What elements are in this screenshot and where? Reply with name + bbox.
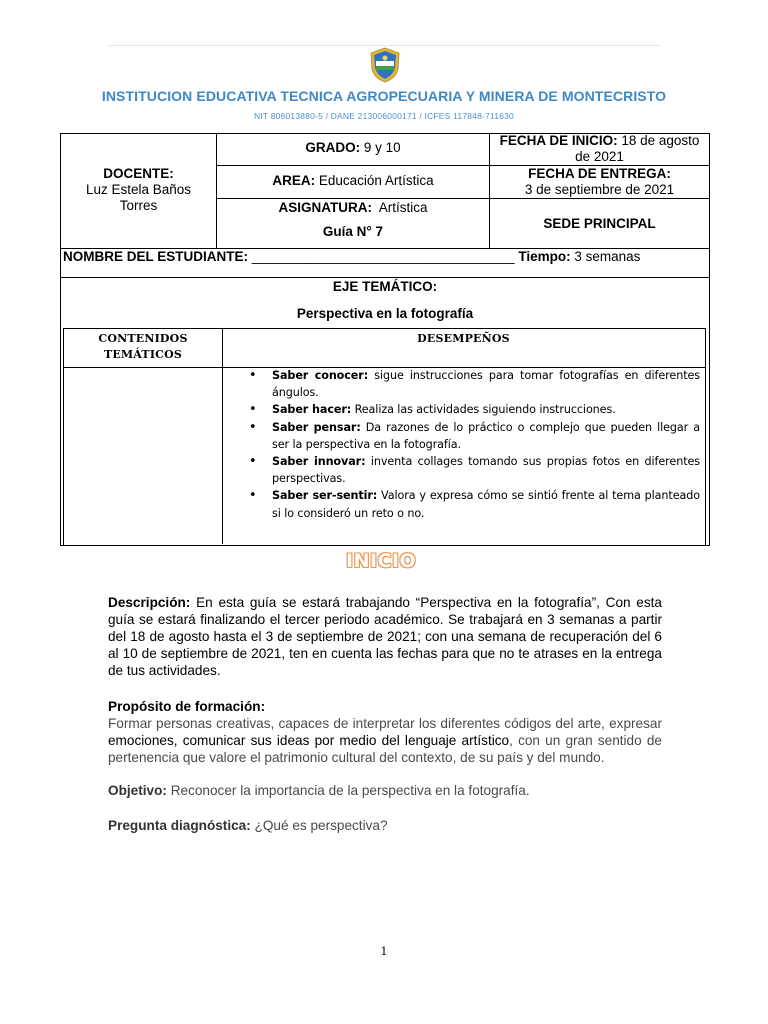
desempeno-item — [245, 367, 700, 401]
fecha-entrega-cell — [490, 166, 709, 198]
asignatura-label: ASIGNATURA: — [278, 200, 372, 215]
eje-tematico-value: Perspectiva en la fotografía — [296, 306, 474, 321]
contenidos-header: CONTENIDOS TEMÁTICOS — [98, 332, 188, 361]
desempeno-label: Saber ser-sentir: — [272, 489, 378, 503]
school-crest-icon — [368, 47, 402, 83]
nombre-label: NOMBRE DEL ESTUDIANTE: — [63, 249, 249, 264]
grado-value: 9 y 10 — [360, 140, 401, 155]
institution-name: INSTITUCION EDUCATIVA TECNICA AGROPECUARIA Y MINERA DE MONTECRISTO — [101, 88, 667, 104]
descripcion-text: En esta guía se estará trabajando “Perspectiva en la fotografía”, Con esta guía se estará finalizando el tercer periodo académico. Se trabajará en 3 semanas a partir del 18 de agosto hasta el 3 de septiembre de 2021; con una semana de recuperación del 6 al 10 de septiembre de 2021, ten en cuenta las fechas para que no te atrases en la entrega de tus actividades. — [108, 595, 662, 678]
desempeno-text: inventa collages tomando sus propias fotos en diferentes perspectivas. — [272, 455, 700, 486]
pregunta-paragraph — [108, 817, 662, 834]
tiempo-label: Tiempo: — [518, 249, 571, 264]
descripcion-paragraph — [108, 594, 662, 679]
desempenos-list — [245, 367, 700, 522]
objetivo-paragraph — [108, 782, 662, 799]
desempenos-header: DESEMPEÑOS — [417, 332, 510, 345]
desempeno-item — [245, 419, 700, 453]
grado-label: GRADO: — [305, 140, 361, 155]
pregunta-text: ¿Qué es perspectiva? — [250, 818, 388, 833]
eje-tematico-label: EJE TEMÁTICO: — [332, 279, 438, 294]
nombre-row — [63, 249, 708, 265]
sede-label: SEDE PRINCIPAL — [543, 216, 656, 231]
pregunta-label: Pregunta diagnóstica: — [108, 818, 251, 833]
desempeno-item — [245, 487, 700, 521]
desempeno-item — [245, 401, 700, 418]
area-cell — [217, 173, 489, 189]
descripcion-label: Descripción: — [108, 595, 191, 610]
docente-name-line2: Torres — [119, 198, 158, 213]
objetivo-label: Objetivo: — [108, 783, 167, 798]
desempeno-label: Saber conocer: — [272, 369, 369, 382]
grado-cell — [217, 140, 489, 156]
fecha-entrega-label: FECHA DE ENTREGA: — [528, 166, 671, 181]
fecha-inicio-year: de 2021 — [575, 149, 624, 164]
area-label: AREA: — [272, 173, 316, 188]
page-number: 1 — [380, 945, 388, 958]
docente-name-line1: Luz Estela Baños — [85, 182, 192, 197]
fecha-inicio-value: 18 de agosto — [617, 133, 700, 148]
docente-cell — [61, 166, 216, 214]
desempeno-label: Saber innovar: — [272, 455, 366, 469]
fecha-inicio-cell — [490, 133, 709, 165]
proposito-text-3: , con un gran sentido de pertenencia que valore el patrimonio cultural del contexto, de su país y del mundo. — [108, 733, 662, 765]
fecha-entrega-value: 3 de septiembre de 2021 — [524, 182, 675, 197]
asignatura-value: Artística — [371, 200, 428, 215]
desempeno-item — [245, 453, 700, 487]
docente-label: DOCENTE: — [103, 166, 174, 181]
guia-number: Guía N° 7 — [322, 224, 384, 239]
area-value: Educación Artística — [315, 173, 434, 188]
desempeno-text: sigue instrucciones para tomar fotografías en diferentes ángulos. — [272, 369, 700, 400]
fecha-inicio-label: FECHA DE INICIO: — [499, 133, 618, 148]
objetivo-text: Reconocer la importancia de la perspectiva en la fotografía. — [166, 783, 530, 798]
proposito-text-1: Formar personas creativas, capaces de interpretar los diferentes códigos del arte, expresar — [108, 716, 662, 731]
proposito-label: Propósito de formación: — [108, 699, 266, 714]
header-rule — [108, 45, 661, 46]
nombre-blank: ___________________________________ — [248, 249, 515, 264]
tiempo-value: 3 semanas — [570, 249, 641, 264]
desempeno-text: Valora y expresa cómo se sintió frente al tema planteado si lo consideró un reto o no. — [272, 489, 700, 520]
desempenos-list-cell — [223, 367, 700, 522]
desempeno-text: Realiza las actividades siguiendo instrucciones. — [351, 403, 616, 417]
inicio-heading: INICIO — [346, 550, 417, 572]
desempeno-text: Da razones de lo práctico o complejo que pueden llegar a ser la perspectiva en la fotografía. — [272, 420, 700, 451]
desempeno-label: Saber hacer: — [272, 403, 352, 417]
proposito-text-2: emociones, comunicar sus ideas por medio del lenguaje artístico — [108, 733, 510, 748]
sede-cell — [490, 216, 709, 232]
institution-ids: NIT 806013880-5 / DANE 213006000171 / ICFES 117848-711630 — [254, 111, 514, 121]
desempeno-label: Saber pensar: — [272, 420, 361, 434]
asignatura-cell — [217, 200, 489, 240]
proposito-paragraph — [108, 715, 662, 766]
